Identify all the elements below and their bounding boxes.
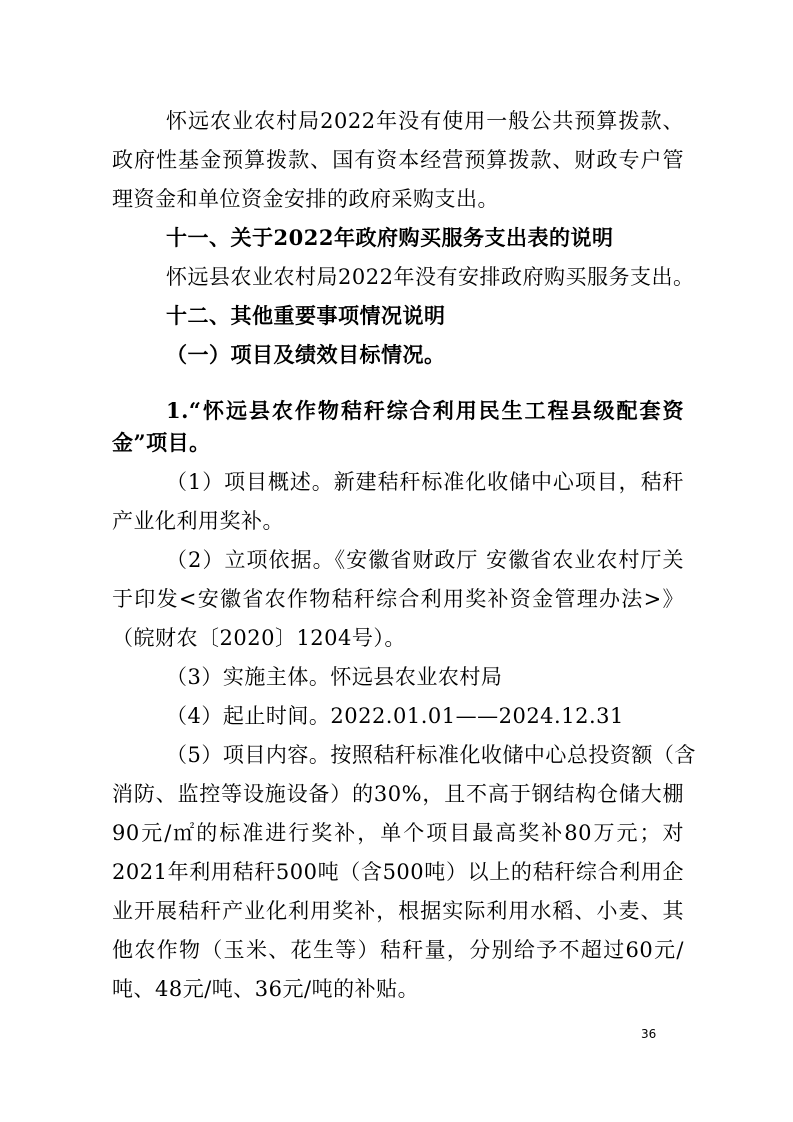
text-line: 消防、监控等设施设备）的30%，且不高于钢结构仓储大棚: [112, 782, 684, 806]
text-line: 产业化利用奖补。: [112, 509, 284, 533]
text-line: （2）立项依据。《安徽省财政厅 安徽省农业农村厅关: [166, 548, 684, 572]
text-line: 1.“怀远县农作物秸秆综合利用民生工程县级配套资: [166, 398, 684, 423]
text-line: 2021年利用秸秆500吨（含500吨）以上的秸秆综合利用企: [112, 860, 684, 884]
text-line: （1）项目概述。新建秸秆标准化收储中心项目，秸秆: [166, 470, 684, 494]
text-line: 怀远县农业农村局2022年没有安排政府购买服务支出。: [166, 265, 695, 289]
text-line: 理资金和单位资金安排的政府采购支出。: [112, 187, 499, 211]
text-line: （皖财农〔2020〕1204号）。: [112, 626, 406, 650]
text-line: 他农作物（玉米、花生等）秸秆量，分别给予不超过60元/: [112, 938, 684, 962]
text-line: 90元/㎡的标准进行奖补，单个项目最高奖补80万元；对: [112, 821, 684, 845]
text-line: （一）项目及绩效目标情况。: [166, 342, 446, 367]
text-line: 十一、关于2022年政府购买服务支出表的说明: [166, 225, 614, 250]
page-number: 36: [641, 1027, 657, 1041]
text-line: （5）项目内容。按照秸秆标准化收储中心总投资额（含: [166, 743, 696, 767]
text-line: 金”项目。: [112, 430, 211, 455]
text-line: 吨、48元/吨、36元/吨的补贴。: [112, 977, 420, 1001]
text-line: 于印发<安徽省农作物秸秆综合利用奖补资金管理办法>》: [112, 587, 684, 611]
text-line: 怀远农业农村局2022年没有使用一般公共预算拨款、: [166, 109, 684, 133]
text-line: （3）实施主体。怀远县农业农村局: [166, 665, 503, 689]
text-line: 政府性基金预算拨款、国有资本经营预算拨款、财政专户管: [112, 148, 684, 172]
text-line: （4）起止时间。2022.01.01——2024.12.31: [166, 704, 624, 728]
text-line: 十二、其他重要事项情况说明: [166, 303, 446, 328]
text-line: 业开展秸秆产业化利用奖补，根据实际利用水稻、小麦、其: [112, 899, 684, 923]
